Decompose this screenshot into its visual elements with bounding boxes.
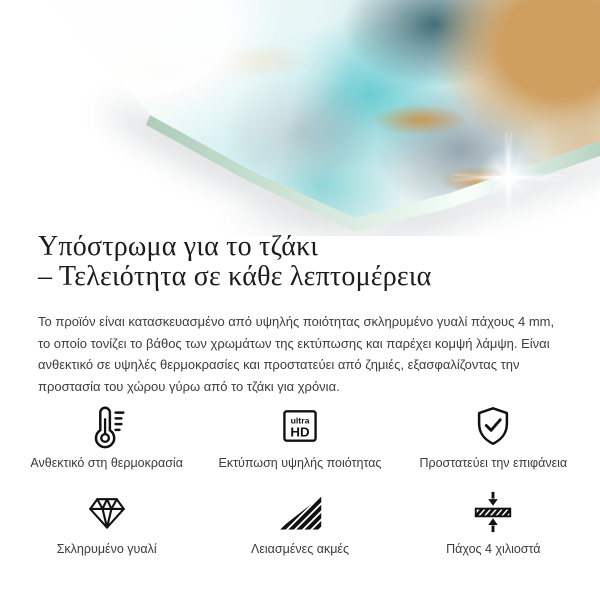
description-line: το οποίο τονίζει το βάθος των χρωμάτων της εκτύπωσης και παρέχει κομψή λάμψη. Είναι <box>38 335 550 351</box>
feature-thickness <box>397 486 590 556</box>
feature-label: Εκτύπωση υψηλής ποιότητας <box>218 456 382 470</box>
ultra-hd-icon <box>278 400 322 452</box>
ultra-hd-badge-bottom: HD <box>290 424 310 440</box>
ultra-hd-badge-top: ultra <box>290 415 310 426</box>
polished-edges-icon <box>276 486 324 538</box>
feature-label: Λειασμένες ακμές <box>250 542 349 556</box>
feature-label: Σκληρυμένο γυαλί <box>56 542 157 556</box>
shield-check-icon <box>470 400 516 452</box>
thickness-icon <box>470 486 516 538</box>
page-title-line2: – Τελειότητα σε κάθε λεπτομέρεια <box>38 261 432 292</box>
product-description <box>38 311 554 398</box>
description-line: Το προϊόν είναι κατασκευασμένο από υψηλής ποιότητας σκληρυμένο γυαλί πάχους 4 mm, <box>38 314 555 329</box>
description-line: ανθεκτικό σε υψηλές θερμοκρασίες και προστατεύει από ζημιές, εξασφαλίζοντας την <box>38 357 520 373</box>
feature-temperature-resistant <box>10 400 203 470</box>
description-line: προστασία του χώρου γύρω από το τζάκι για χρόνια. <box>38 379 340 395</box>
product-photo <box>0 0 600 236</box>
feature-label: Ανθεκτικό στη θερμοκρασία <box>30 456 183 470</box>
thermometer-icon <box>84 400 130 452</box>
page-title <box>38 232 432 292</box>
feature-print-quality <box>203 400 396 470</box>
feature-label: Πάχος 4 χιλιοστά <box>446 542 541 556</box>
feature-grid <box>10 400 590 556</box>
feature-surface-protection <box>397 400 590 470</box>
feature-label: Προστατεύει την επιφάνεια <box>419 456 568 470</box>
diamond-icon <box>84 486 130 538</box>
page-title-line1: Υπόστρωμα για το τζάκι <box>38 231 319 262</box>
feature-tempered-glass <box>10 486 203 556</box>
feature-polished-edges <box>203 486 396 556</box>
